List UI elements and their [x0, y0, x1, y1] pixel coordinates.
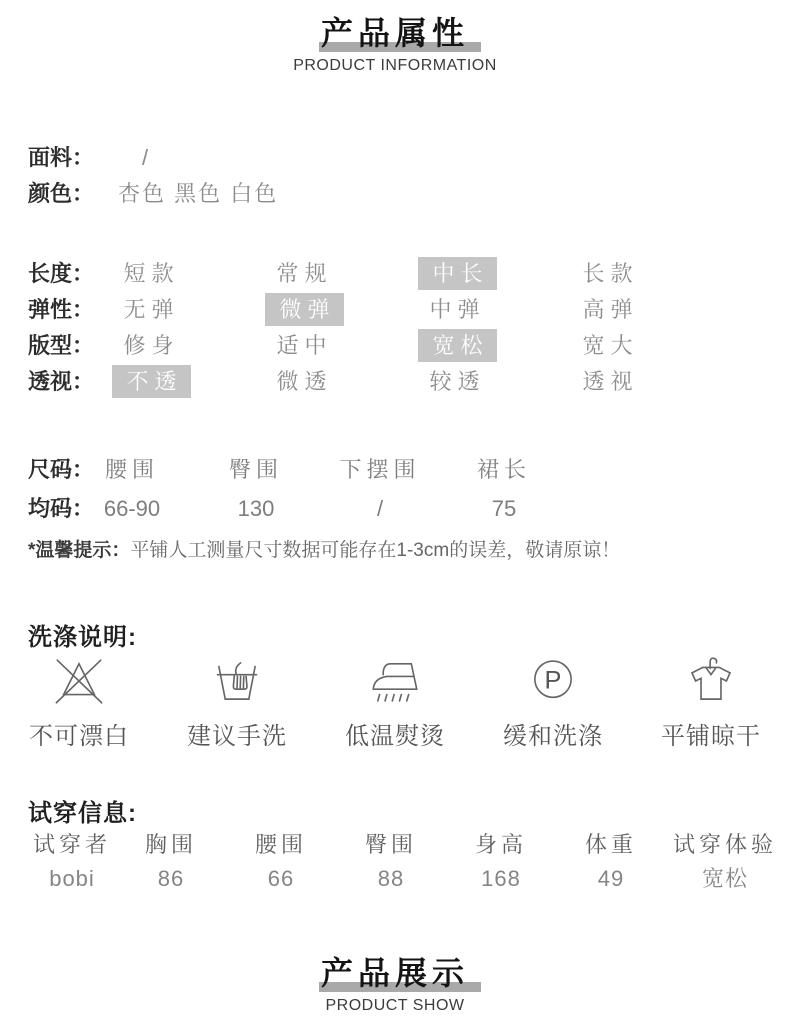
page-subtitle: PRODUCT INFORMATION	[293, 57, 497, 74]
fit-option: 适中	[276, 333, 333, 358]
wash-item-flat-dry	[632, 652, 790, 751]
fitting-value-model: bobi	[49, 866, 95, 891]
svg-text:P: P	[544, 666, 562, 695]
fit-option-selected: 宽松	[381, 328, 534, 364]
wash-item-iron-low	[316, 652, 474, 751]
fitting-value-hip: 88	[377, 866, 405, 891]
size-col-waist: 腰围	[104, 457, 159, 482]
sheerness-option: 透视	[582, 369, 639, 394]
sheerness-option-selected: 不透	[75, 364, 228, 400]
hand-wash-icon	[158, 652, 316, 712]
fitting-value-waist: 66	[267, 866, 295, 891]
washing-icons-row	[0, 652, 790, 751]
product-info-header	[0, 8, 790, 75]
color-label: 颜色：	[28, 181, 95, 206]
attribute-options	[0, 256, 790, 400]
color-row	[0, 176, 790, 212]
wash-item-gentle-wash	[474, 652, 632, 751]
wash-item-no-bleach	[0, 652, 158, 751]
elasticity-label: 弹性：	[28, 297, 95, 322]
fit-option: 宽大	[582, 333, 639, 358]
product-show-header	[0, 948, 790, 1015]
wash-item-hand-wash	[158, 652, 316, 751]
fitting-value-row	[0, 862, 790, 896]
fabric-value: /	[142, 145, 151, 170]
sheerness-option: 微透	[276, 369, 333, 394]
size-value-waist: 66-90	[103, 496, 161, 521]
page-title-text: 产品属性	[320, 15, 469, 51]
flat-dry-icon	[632, 652, 790, 712]
sheerness-option: 较透	[429, 369, 486, 394]
wash-item-label: 建议手洗	[187, 723, 287, 750]
fit-row	[0, 328, 790, 364]
tip-label: *温馨提示：	[28, 540, 131, 561]
gentle-wash-icon	[474, 652, 632, 712]
no-bleach-icon	[0, 652, 158, 712]
footer-subtitle: PRODUCT SHOW	[325, 997, 465, 1014]
fitting-col-experience: 试穿体验	[672, 832, 777, 857]
wash-item-label: 不可漂白	[29, 723, 129, 750]
fitting-value-weight: 49	[597, 866, 625, 891]
fabric-label: 面料：	[28, 145, 95, 170]
elasticity-option: 高弹	[582, 297, 639, 322]
sheerness-row	[0, 364, 790, 400]
elasticity-option-selected: 微弹	[228, 292, 381, 328]
length-option: 常规	[276, 261, 333, 286]
length-row	[0, 256, 790, 292]
wash-item-label: 缓和洗涤	[503, 723, 603, 750]
measurement-tip	[0, 539, 790, 563]
basic-attributes	[0, 140, 790, 212]
fit-option: 修身	[123, 333, 180, 358]
iron-low-icon	[316, 652, 474, 712]
size-value-row	[0, 489, 790, 528]
fitting-header-row	[0, 828, 790, 862]
fitting-value-height: 168	[481, 866, 521, 891]
one-size-label: 均码：	[28, 496, 95, 521]
fitting-col-bust: 胸围	[144, 832, 197, 857]
length-option-selected: 中长	[381, 256, 534, 292]
size-col-hem: 下摆围	[339, 457, 421, 482]
size-value-skirt-length: 75	[491, 496, 517, 521]
size-header-row	[0, 450, 790, 489]
elasticity-option: 无弹	[123, 297, 180, 322]
size-value-hip: 130	[237, 496, 275, 521]
fit-label: 版型：	[28, 333, 95, 358]
length-label: 长度：	[28, 261, 95, 286]
fabric-row	[0, 140, 790, 176]
fitting-value-bust: 86	[157, 866, 185, 891]
size-col-skirt-length: 裙长	[476, 457, 531, 482]
size-label: 尺码：	[28, 457, 95, 482]
elasticity-option: 中弹	[429, 297, 486, 322]
length-option: 长款	[582, 261, 639, 286]
footer-title	[321, 948, 469, 994]
length-option: 短款	[123, 261, 180, 286]
elasticity-row	[0, 292, 790, 328]
page-title	[321, 8, 469, 54]
washing-heading: 洗涤说明:	[28, 624, 137, 651]
size-table	[0, 450, 790, 528]
fitting-col-model: 试穿者	[32, 832, 111, 857]
fitting-table	[0, 828, 790, 896]
size-col-hip: 臀围	[228, 457, 283, 482]
wash-item-label: 平铺晾干	[661, 723, 761, 750]
fitting-value-experience: 宽松	[701, 866, 748, 891]
fitting-col-waist: 腰围	[254, 832, 307, 857]
size-value-hem: /	[376, 496, 384, 521]
sheerness-label: 透视：	[28, 369, 95, 394]
fitting-heading: 试穿信息:	[28, 800, 137, 827]
fitting-col-weight: 体重	[584, 832, 637, 857]
fitting-col-height: 身高	[474, 832, 527, 857]
tip-text: 平铺人工测量尺寸数据可能存在1-3cm的误差，敬请原谅！	[130, 540, 621, 561]
fitting-col-hip: 臀围	[364, 832, 417, 857]
wash-item-label: 低温熨烫	[345, 723, 445, 750]
footer-title-text: 产品展示	[320, 955, 469, 991]
color-value: 杏色 黑色 白色	[118, 181, 279, 206]
